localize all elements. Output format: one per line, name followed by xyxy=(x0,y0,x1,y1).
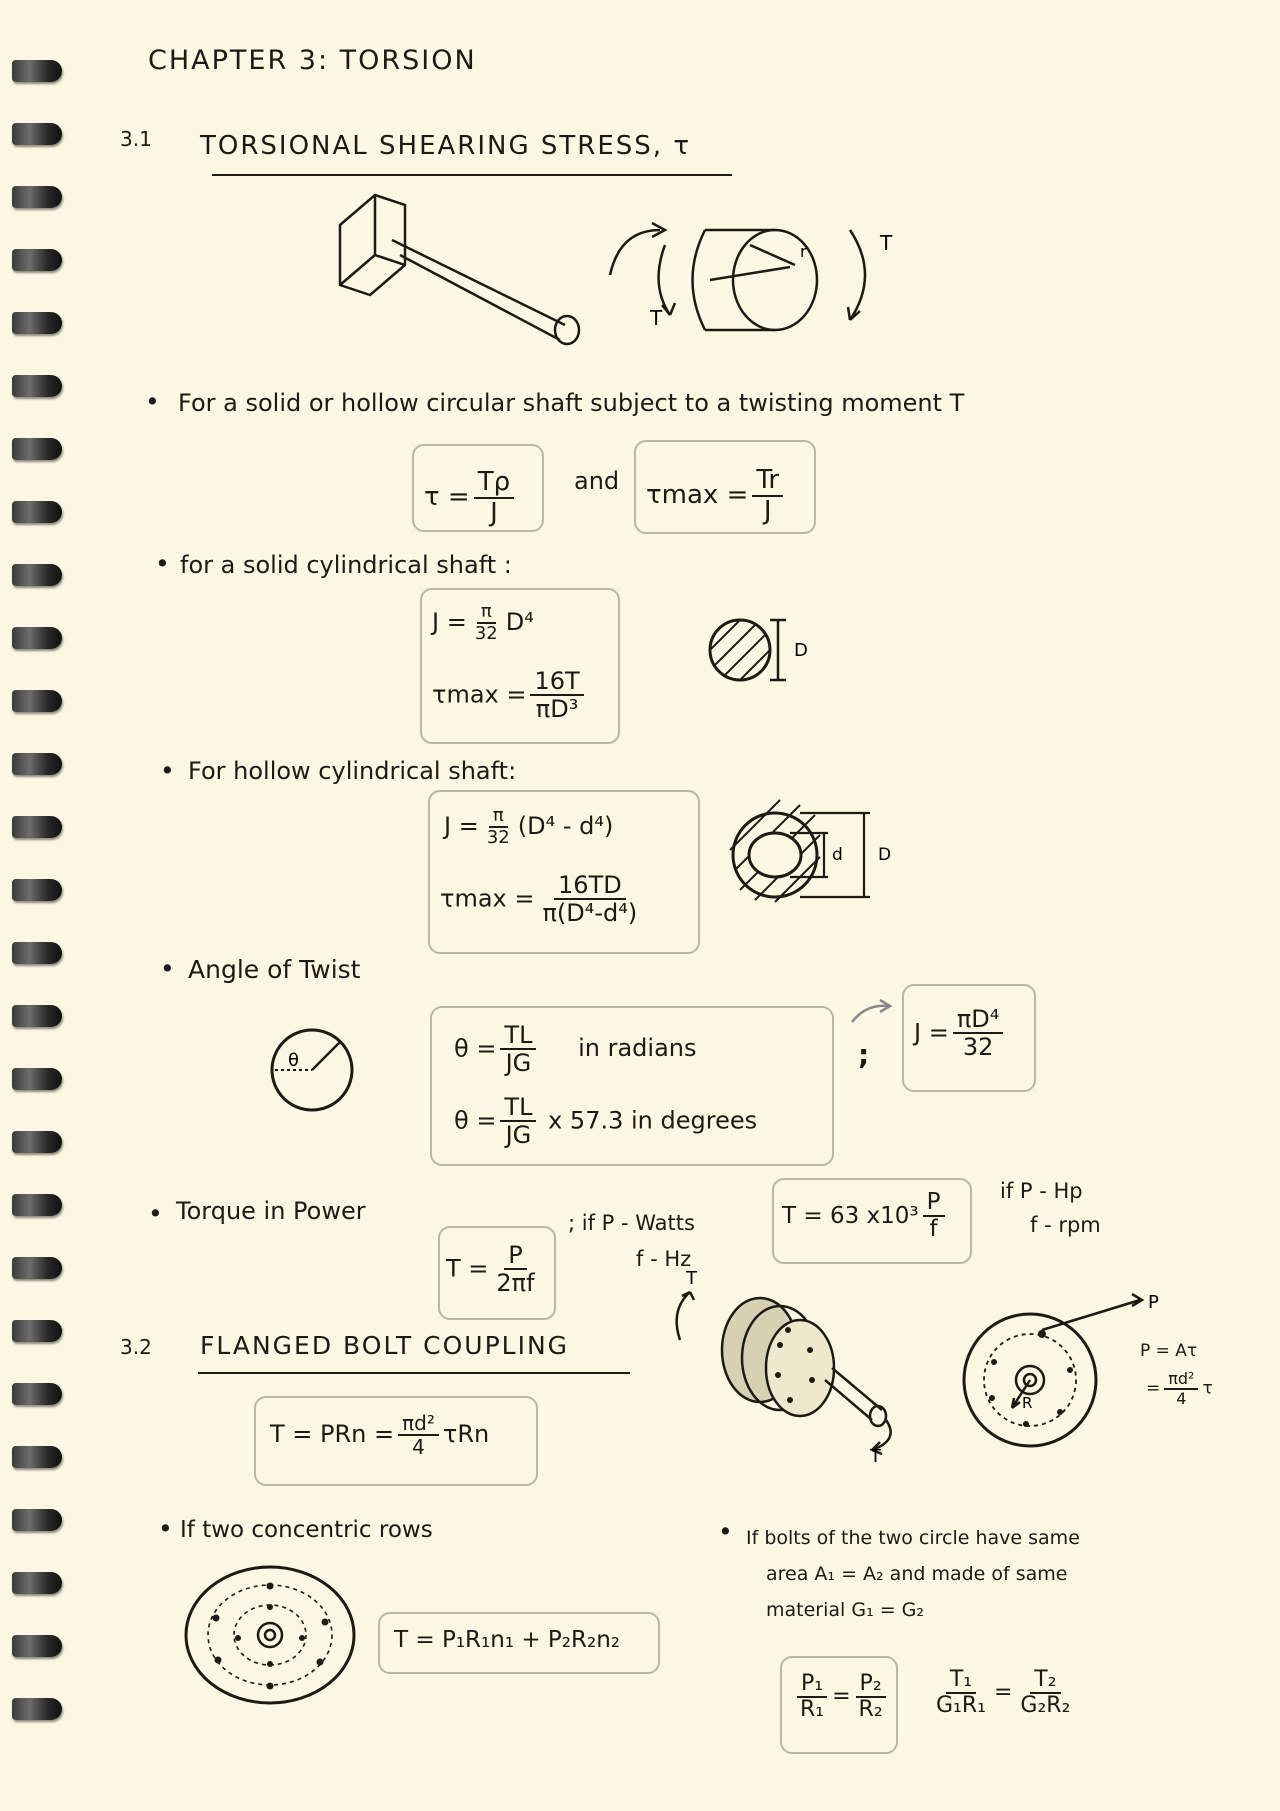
theta-rad-lhs: θ = xyxy=(454,1034,497,1063)
section-3-2-title: FLANGED BOLT COUPLING xyxy=(200,1331,570,1360)
theta-rad-num: TL xyxy=(500,1022,536,1050)
tau-max-den: J xyxy=(763,495,772,526)
hollow-tau-max-num: 16TD xyxy=(554,872,626,900)
condition-hp: if P - Hp xyxy=(1000,1179,1083,1203)
binding-ring xyxy=(12,1068,62,1090)
bolt-force-tail: τ xyxy=(1202,1378,1213,1399)
radius-label-r: R xyxy=(1022,1394,1033,1412)
ratio-r2: R₂ xyxy=(858,1697,883,1723)
formula-box-torque-hp xyxy=(772,1178,972,1264)
solid-shaft-section-figure xyxy=(690,600,830,710)
hollow-tau-max-lhs: τmax = xyxy=(440,884,535,913)
bullet-angle-of-twist: Angle of Twist xyxy=(188,955,361,984)
binding-ring xyxy=(12,879,62,901)
formula-box-flanged-bolt xyxy=(254,1396,538,1486)
hollow-shaft-section-figure xyxy=(720,790,910,930)
formula-box-two-rows xyxy=(378,1612,660,1674)
bullet-solid-hollow-text: For a solid or hollow circular shaft subject to a twisting moment T xyxy=(178,389,965,417)
torque-label-right: T xyxy=(880,231,893,255)
coupling-torque-top: T xyxy=(686,1268,697,1289)
binding-ring xyxy=(12,753,62,775)
ratio-p1: P₁ xyxy=(797,1672,827,1698)
binding-ring xyxy=(12,1635,62,1657)
section-3-2-number: 3.2 xyxy=(120,1335,152,1359)
binding-ring xyxy=(12,1446,62,1468)
angle-of-twist-figure xyxy=(260,1022,370,1122)
hollow-j-tail: (D⁴ - d⁴) xyxy=(517,811,614,840)
ratio-g2r2: G₂R₂ xyxy=(1020,1693,1071,1719)
binding-ring xyxy=(12,942,62,964)
bolt-circle-figure xyxy=(960,1290,1260,1460)
condition-watts: ; if P - Watts xyxy=(568,1211,695,1235)
torque-lhs: T = xyxy=(446,1254,489,1283)
section-3-1-number: 3.1 xyxy=(120,127,152,151)
theta-label: θ xyxy=(288,1050,300,1071)
binding-ring xyxy=(12,375,62,397)
bullet-torque-in-power: Torque in Power xyxy=(176,1197,366,1225)
bullet-solid-shaft-text: for a solid cylindrical shaft : xyxy=(180,551,512,579)
ratio-r1: R₁ xyxy=(800,1697,825,1723)
condition-rpm: f - rpm xyxy=(1030,1213,1101,1237)
flanged-den: 4 xyxy=(412,1435,425,1459)
binding-ring xyxy=(12,627,62,649)
binding-ring xyxy=(12,1509,62,1531)
ratio-equals: = xyxy=(832,1684,851,1710)
binding-ring xyxy=(12,1383,62,1405)
hollow-j-num: π xyxy=(489,806,508,828)
polar-j-den: 32 xyxy=(962,1033,994,1062)
bolt-force-equals: = xyxy=(1146,1378,1161,1399)
torque-den: 2πf xyxy=(496,1269,535,1298)
polar-j-lhs: J = xyxy=(914,1018,949,1047)
formula-box-force-ratio xyxy=(780,1656,898,1754)
binding-ring xyxy=(12,438,62,460)
binding-ring xyxy=(12,1698,62,1720)
two-row-bolt-figure xyxy=(180,1560,360,1710)
torque-hp-lhs: T = 63 x10³ xyxy=(782,1202,919,1229)
tau-lhs: τ = xyxy=(424,482,470,513)
formula-box-hollow-shaft xyxy=(428,790,700,954)
flanged-num: πd² xyxy=(398,1412,439,1436)
wall-block xyxy=(340,195,405,295)
diameter-label-d: D xyxy=(794,640,808,661)
same-area-line1: If bolts of the two circle have same xyxy=(746,1527,1080,1549)
theta-rad-den: JG xyxy=(505,1049,532,1078)
binding-ring xyxy=(12,1572,62,1594)
torque-num: P xyxy=(504,1242,526,1270)
solid-j-den: 32 xyxy=(474,622,498,644)
theta-rad-unit: in radians xyxy=(578,1034,697,1063)
formula-box-angle-of-twist xyxy=(430,1006,834,1166)
binding-ring xyxy=(12,60,62,82)
notebook-page: CHAPTER 3: TORSION 3.1 TORSIONAL SHEARING STRESS, τ T T r • For a solid or hollow circular shaft subject to a twisting moment T τ = $\frac{T\rho}{J}$ and τmax = $\frac{Tr}{J}$ • for a solid cylindrical shaft : J = $\frac{\pi}{32}$ D⁴ τmax = $\frac{16T}{\text{πD³}}$ D • For hollow cylindrical shaft: J = $\frac{\pi}{32}$ (D⁴ - d⁴) τmax = $\frac{16TD}{\text{π(D⁴-d⁴)}}$ d D • Angle of Twist θ θ = $\frac{TL}{JG}$ in radians θ = $\frac{TL}{JG}$ x 57.3 in degrees ; J = $\frac{\text{πD⁴}}{32}$ • Torque in Power T = $\frac{P}{2\pi f}$ ; if P - Watts f - Hz T = 63 x10³ $\frac{P}{f}$ if P - Hp f - rpm 3.2 FLANGED BOLT COUPLING T T P R P = Aτ = $\frac{\text{πd²}}{4}$ τ T = PRn = $\frac{\text{πd²}}{4}$ τRn • If two concentric rows T = P₁R₁n₁ + P₂R₂n₂ • If bolts of the two circle have same area A₁ = A₂ and made of same material G₁ = G₂ $\frac{\text{P₁}}{\text{R₁}}$ = $\frac{\text{P₂}}{\text{R₂}}$ $\frac{\text{T₁}}{\text{G₁R₁}}$ = $\frac{\text{T₂}}{\text{G₂R₂}}$ xyxy=(0,0,1280,1811)
tau-den: J xyxy=(490,497,498,528)
separator: ; xyxy=(858,1038,870,1071)
binding-ring xyxy=(12,1194,62,1216)
solid-tau-max-lhs: τmax = xyxy=(432,680,527,709)
flanged-lhs: T = PRn = xyxy=(270,1420,395,1448)
solid-j-num: π xyxy=(477,602,496,624)
ratio-g1r1: G₁R₁ xyxy=(936,1693,986,1719)
bullet-hollow-shaft-text: For hollow cylindrical shaft: xyxy=(188,757,517,785)
section-3-1-title: TORSIONAL SHEARING STRESS, τ xyxy=(200,131,691,161)
formula-box-torque-power xyxy=(438,1226,556,1320)
binding-ring xyxy=(12,249,62,271)
ratio-t2: T₂ xyxy=(1030,1668,1060,1694)
torque-hp-den: f xyxy=(929,1216,938,1243)
ratio-equals-2: = xyxy=(993,1680,1013,1706)
binding-ring xyxy=(12,1131,62,1153)
polar-j-num: πD⁴ xyxy=(953,1006,1004,1034)
solid-tau-max-num: 16T xyxy=(530,668,583,696)
binding-ring xyxy=(12,186,62,208)
same-area-line2: area A₁ = A₂ and made of same xyxy=(766,1563,1068,1585)
tau-max-num: Tr xyxy=(752,466,783,497)
solid-j-tail: D⁴ xyxy=(505,607,534,636)
hollow-tau-max-den: π(D⁴-d⁴) xyxy=(542,899,638,928)
radius-label: r xyxy=(800,242,807,261)
same-area-line3: material G₁ = G₂ xyxy=(766,1599,925,1621)
binding-ring xyxy=(12,501,62,523)
spiral-binding xyxy=(0,60,70,1760)
torque-ratio xyxy=(928,1668,1078,1718)
binding-ring xyxy=(12,564,62,586)
binding-ring xyxy=(12,1005,62,1027)
theta-deg-lhs: θ = xyxy=(454,1106,497,1135)
solid-tau-max-den: πD³ xyxy=(535,695,579,724)
tau-num: Tρ xyxy=(474,468,514,499)
two-rows-formula: T = P₁R₁n₁ + P₂R₂n₂ xyxy=(394,1627,621,1653)
formula-box-solid-shaft xyxy=(420,588,620,744)
binding-ring xyxy=(12,690,62,712)
binding-ring xyxy=(12,816,62,838)
inner-diameter-label: d xyxy=(832,845,843,865)
chapter-title: CHAPTER 3: TORSION xyxy=(148,45,477,76)
flanged-coupling-figure xyxy=(660,1268,900,1467)
binding-ring xyxy=(12,1257,62,1279)
ratio-p2: P₂ xyxy=(856,1672,886,1698)
theta-deg-den: JG xyxy=(505,1121,532,1150)
bolt-force-eq2 xyxy=(1146,1370,1213,1407)
formula-box-polar-moment xyxy=(902,984,1036,1092)
formula-box-tau-max xyxy=(634,440,816,534)
torque-hp-num: P xyxy=(923,1190,945,1217)
outer-diameter-label: D xyxy=(878,845,892,865)
binding-ring xyxy=(12,312,62,334)
force-label-p: P xyxy=(1148,1292,1159,1313)
tau-max-lhs: τmax = xyxy=(646,480,749,511)
condition-hz: f - Hz xyxy=(636,1247,692,1271)
bullet-two-rows: If two concentric rows xyxy=(180,1517,433,1543)
bolt-force-den: 4 xyxy=(1176,1388,1187,1408)
theta-deg-num: TL xyxy=(500,1094,536,1122)
formula-box-shear-stress xyxy=(412,444,544,532)
section-3-1-underline xyxy=(212,174,732,176)
torque-label-left: T xyxy=(650,306,663,330)
and-text: and xyxy=(574,467,620,495)
torsion-shaft-figure xyxy=(320,185,1000,335)
bolt-force-eq: P = Aτ xyxy=(1140,1341,1198,1361)
binding-ring xyxy=(12,123,62,145)
theta-deg-unit: x 57.3 in degrees xyxy=(548,1106,758,1135)
hollow-j-lhs: J = xyxy=(444,811,479,840)
bolt-force-num: πd² xyxy=(1164,1370,1198,1390)
flanged-tail: τRn xyxy=(442,1420,490,1448)
binding-ring xyxy=(12,1320,62,1342)
section-3-2-underline xyxy=(198,1372,630,1374)
hollow-j-den: 32 xyxy=(486,826,510,848)
bullet-dot: • xyxy=(145,387,160,416)
coupling-torque-bottom: T xyxy=(870,1446,881,1467)
solid-j-lhs: J = xyxy=(432,607,467,636)
ratio-t1: T₁ xyxy=(946,1668,976,1694)
arrow-icon xyxy=(848,996,898,1026)
